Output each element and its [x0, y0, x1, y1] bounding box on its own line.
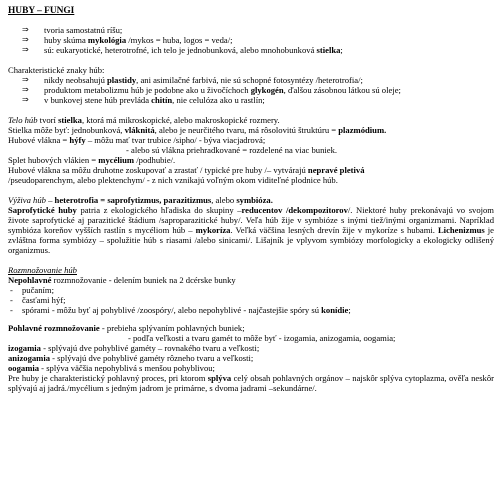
char-title: Charakteristické znaky húb:	[8, 65, 105, 75]
arrow-icon: ⇒	[22, 75, 29, 84]
arrow-icon: ⇒	[22, 45, 29, 54]
nonsexual-item-3: - spórami - môžu byť aj pohyblivé /zoospóry/, alebo nepohyblivé - najčastejšie spóry sú konídie;	[10, 305, 351, 315]
izogamia-line: izogamia - splývajú dve pohyblivé gaméty – rovnakého tvaru a veľkosti;	[8, 343, 260, 353]
nutrition-paragraph: Saprofytické huby patria z ekologického hľadiska do skupiny –reducentov /dekompozitorov/. Niektoré huby prekonávajú vo svojom živote saprofytické aj parazitické štádium /saproparazitické huby/. Veľa húb žije v symbióze s inými tiež/inými organizmami. Napríklad symbióza koreňov vyšších rastlín s mycéliom húb – mykoríza. Veľká väčšina lesných drevín žije v mykoríze s hubami. Lichenizmus je zvláštna forma symbiózy – spolužitie húb s riasami /alebo sinicami/. Lišajník je vplyvom symbiózy morfologicky a ekologicky odlišený organizmus.	[8, 205, 494, 255]
arrow-icon: ⇒	[22, 95, 29, 104]
body-line-5: Splet hubových vlákien = mycélium /podhubie/.	[8, 155, 176, 165]
arrow-icon: ⇒	[22, 85, 29, 94]
oogamia-line: oogamia - splýva väčšia nepohyblivá s menšou pohyblivou;	[8, 363, 215, 373]
intro-item-1: ⇒ tvoria samostatnú ríšu;	[22, 25, 123, 35]
nutrition-heading: Výživa húb – heterotrofia = saprofytizmus, parazitizmus, alebo symbióza.	[8, 195, 273, 205]
body-line-3: Hubové vlákna = hýfy – môžu mať tvar trubice /sipho/ - býva viacjadrová;	[8, 135, 266, 145]
body-line-6: Hubové vlákna sa môžu druhotne zoskupovať a zrastať / typické pre huby /– vytvárajú nepravé pletivá	[8, 165, 365, 175]
char-item-1: ⇒ nikdy neobsahujú plastidy, ani asimilačné farbivá, nie sú schopné fotosyntézy /heterotrofia/;	[22, 75, 363, 85]
doc-title: HUBY – FUNGI	[8, 6, 75, 16]
final-paragraph: Pre huby je charakteristický pohlavný proces, pri ktorom splýva celý obsah pohlavných orgánov – najskôr splýva cytoplazma, ověľa neskôr splývajú aj jadrá./mycélium s jedným jadrom je primárne, s dvoma jadrami –sekundárne/.	[8, 373, 494, 393]
arrow-icon: ⇒	[22, 25, 29, 34]
body-line-1: Telo húb tvorí stielka, ktorá má mikroskopické, alebo makroskopické rozmery.	[8, 115, 280, 125]
sexual-title: Pohlavné rozmnožovanie - prebieha splývaním pohlavných buniek;	[8, 323, 245, 333]
arrow-icon: ⇒	[22, 35, 29, 44]
document	[8, 0, 494, 393]
anizogamia-line: anizogamia - splývajú dve pohyblivé gaméty rôzneho tvaru a veľkosti;	[8, 353, 254, 363]
nonsexual-item-1: - pučaním;	[10, 285, 54, 295]
body-line-2: Stielka môže byť: jednobunková, vláknitá, alebo je neurčitého tvaru, má rôsolovitú štruktúru = plazmódium.	[8, 125, 387, 135]
nonsexual-item-2: - časťami hýf;	[10, 295, 66, 305]
body-line-4: - alebo sú vlákna priehradkované = rozdelené na viac buniek.	[126, 145, 338, 155]
char-item-2: ⇒ produktom metabolizmu húb je podobne ako u živočíchoch glykogén, ďalšou zásobnou látkou sú oleje;	[22, 85, 401, 95]
body-line-7: /pseudoparenchym, alebo plektenchym/ - z nich vznikajú voľným okom viditeľné plodnice húb.	[8, 175, 338, 185]
repro-heading: Rozmnožovanie húb	[8, 265, 77, 275]
nonsexual-title: Nepohlavné rozmnožovanie - delením buniek na 2 dcérske bunky	[8, 275, 236, 285]
char-item-3: ⇒ v bunkovej stene húb prevláda chitín, nie celulóza ako u rastlín;	[22, 95, 265, 105]
sexual-sub: - podľa veľkosti a tvaru gamét to môže byť - izogamia, anizogamia, oogamia;	[128, 333, 396, 343]
intro-item-2: ⇒ huby skúma mykológia /mykos = huba, logos = veda/;	[22, 35, 233, 45]
intro-item-3: ⇒ sú: eukaryotické, heterotrofné, ich telo je jednobunková, alebo mnohobunková stielka;	[22, 45, 343, 55]
